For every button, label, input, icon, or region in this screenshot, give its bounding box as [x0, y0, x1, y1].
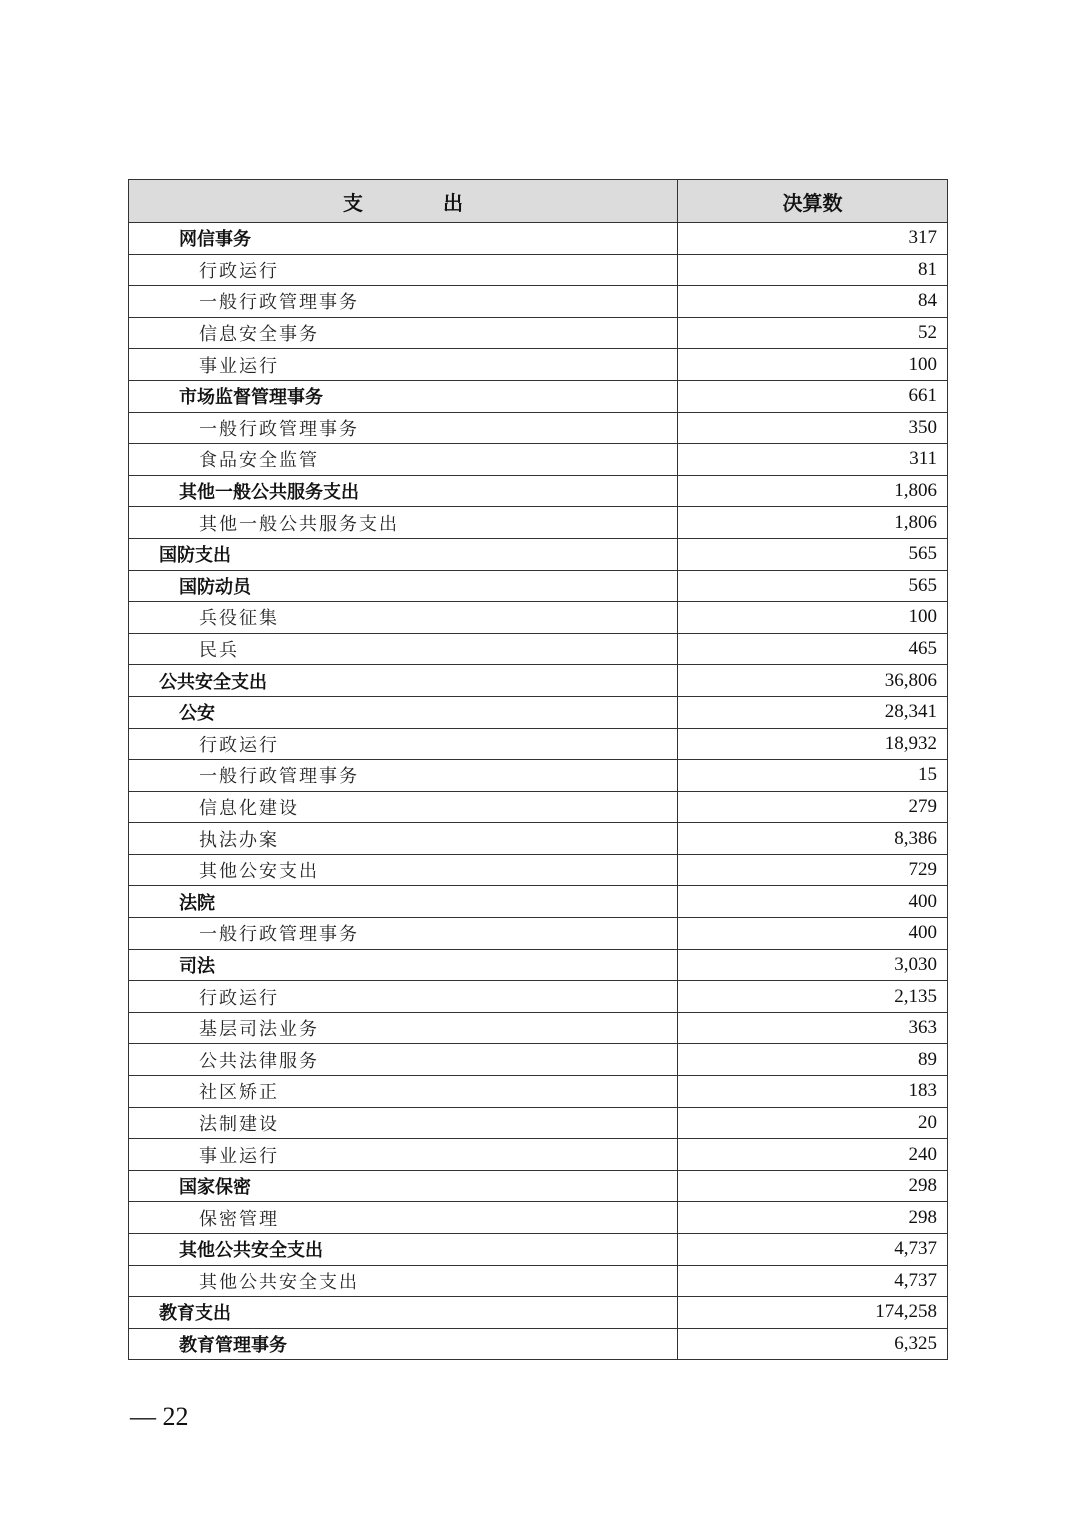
row-item-name: 社区矫正 [129, 1076, 678, 1108]
table-row [129, 854, 948, 886]
row-item-amount: 100 [678, 349, 948, 381]
table-row [129, 760, 948, 792]
row-item-name: 执法办案 [129, 823, 678, 855]
row-item-name: 信息安全事务 [129, 317, 678, 349]
row-item-amount: 20 [678, 1107, 948, 1139]
table-row [129, 223, 948, 255]
row-item-name: 信息化建设 [129, 791, 678, 823]
row-item-amount: 565 [678, 570, 948, 602]
table-row [129, 1202, 948, 1234]
row-item-name: 一般行政管理事务 [129, 760, 678, 792]
final-amount-header: 决算数 [678, 180, 948, 223]
table-row [129, 1139, 948, 1171]
table-row [129, 412, 948, 444]
row-item-amount: 311 [678, 444, 948, 476]
table-row [129, 918, 948, 950]
row-item-name: 一般行政管理事务 [129, 412, 678, 444]
table-row [129, 1328, 948, 1360]
row-item-name: 其他一般公共服务支出 [129, 507, 678, 539]
row-item-amount: 1,806 [678, 475, 948, 507]
row-item-name: 兵役征集 [129, 602, 678, 634]
row-item-name: 国防支出 [129, 538, 678, 570]
row-item-amount: 8,386 [678, 823, 948, 855]
row-item-amount: 15 [678, 760, 948, 792]
row-item-amount: 84 [678, 286, 948, 318]
row-item-amount: 183 [678, 1076, 948, 1108]
row-item-name: 法院 [129, 886, 678, 918]
table-row [129, 1265, 948, 1297]
row-item-name: 一般行政管理事务 [129, 918, 678, 950]
row-item-amount: 28,341 [678, 696, 948, 728]
row-item-name: 司法 [129, 949, 678, 981]
table-body [129, 223, 948, 1360]
table-row [129, 317, 948, 349]
row-item-amount: 240 [678, 1139, 948, 1171]
row-item-name: 事业运行 [129, 1139, 678, 1171]
row-item-name: 其他公安支出 [129, 854, 678, 886]
row-item-amount: 400 [678, 918, 948, 950]
row-item-name: 教育支出 [129, 1297, 678, 1329]
row-item-amount: 298 [678, 1170, 948, 1202]
table-row [129, 1044, 948, 1076]
row-item-amount: 729 [678, 854, 948, 886]
table-row [129, 475, 948, 507]
row-item-amount: 81 [678, 254, 948, 286]
table-row [129, 981, 948, 1013]
table-row [129, 1076, 948, 1108]
row-item-amount: 4,737 [678, 1234, 948, 1266]
page-number: — 22 [130, 1402, 189, 1431]
row-item-name: 公安 [129, 696, 678, 728]
row-item-name: 行政运行 [129, 254, 678, 286]
row-item-name: 其他公共安全支出 [129, 1265, 678, 1297]
row-item-amount: 89 [678, 1044, 948, 1076]
row-item-name: 公共法律服务 [129, 1044, 678, 1076]
table-row [129, 602, 948, 634]
table-row [129, 1234, 948, 1266]
expenditure-header: 支 出 [129, 180, 678, 223]
row-item-amount: 1,806 [678, 507, 948, 539]
row-item-amount: 279 [678, 791, 948, 823]
table-row [129, 949, 948, 981]
row-item-name: 保密管理 [129, 1202, 678, 1234]
row-item-name: 国家保密 [129, 1170, 678, 1202]
row-item-amount: 2,135 [678, 981, 948, 1013]
row-item-name: 公共安全支出 [129, 665, 678, 697]
table-row [129, 349, 948, 381]
row-item-amount: 100 [678, 602, 948, 634]
budget-table [128, 179, 948, 1360]
row-item-name: 法制建设 [129, 1107, 678, 1139]
row-item-name: 行政运行 [129, 728, 678, 760]
row-item-amount: 400 [678, 886, 948, 918]
row-item-name: 民兵 [129, 633, 678, 665]
row-item-amount: 465 [678, 633, 948, 665]
row-item-name: 基层司法业务 [129, 1012, 678, 1044]
row-item-amount: 52 [678, 317, 948, 349]
table-row [129, 633, 948, 665]
table-row [129, 1012, 948, 1044]
row-item-name: 其他公共安全支出 [129, 1234, 678, 1266]
table-row [129, 444, 948, 476]
row-item-amount: 6,325 [678, 1328, 948, 1360]
table-header-row [129, 180, 948, 223]
table-row [129, 1107, 948, 1139]
table-row [129, 286, 948, 318]
table-row [129, 538, 948, 570]
row-item-name: 市场监督管理事务 [129, 380, 678, 412]
table-row [129, 665, 948, 697]
row-item-name: 事业运行 [129, 349, 678, 381]
row-item-amount: 298 [678, 1202, 948, 1234]
row-item-amount: 18,932 [678, 728, 948, 760]
row-item-name: 食品安全监管 [129, 444, 678, 476]
table-row [129, 728, 948, 760]
row-item-amount: 661 [678, 380, 948, 412]
table-row [129, 696, 948, 728]
table-row [129, 507, 948, 539]
row-item-name: 国防动员 [129, 570, 678, 602]
table-row [129, 791, 948, 823]
table-row [129, 886, 948, 918]
row-item-name: 行政运行 [129, 981, 678, 1013]
row-item-amount: 565 [678, 538, 948, 570]
table-row [129, 380, 948, 412]
table-row [129, 823, 948, 855]
row-item-name: 一般行政管理事务 [129, 286, 678, 318]
row-item-amount: 3,030 [678, 949, 948, 981]
row-item-amount: 174,258 [678, 1297, 948, 1329]
row-item-name: 其他一般公共服务支出 [129, 475, 678, 507]
table-row [129, 1297, 948, 1329]
row-item-amount: 36,806 [678, 665, 948, 697]
table-row [129, 1170, 948, 1202]
row-item-name: 网信事务 [129, 223, 678, 255]
row-item-amount: 4,737 [678, 1265, 948, 1297]
table-row [129, 254, 948, 286]
row-item-amount: 363 [678, 1012, 948, 1044]
table-row [129, 570, 948, 602]
row-item-amount: 317 [678, 223, 948, 255]
row-item-amount: 350 [678, 412, 948, 444]
row-item-name: 教育管理事务 [129, 1328, 678, 1360]
